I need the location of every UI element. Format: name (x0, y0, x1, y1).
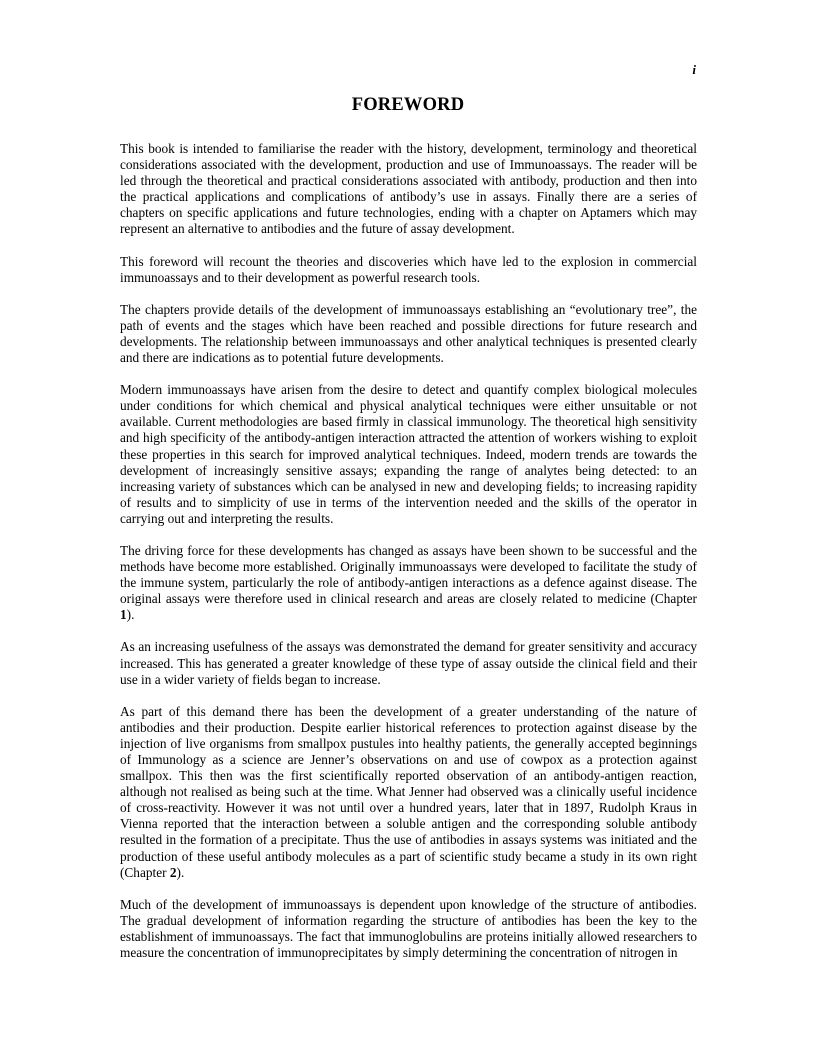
paragraph-text: ). (126, 607, 135, 623)
paragraph-modern-immunoassays: Modern immunoassays have arisen from the desire to detect and quantify complex biological molecules under conditions for which chemical and physical analytical techniques were either unsuitable or not available. Current methodologies are based firmly in classical immunology. The theoretical high sensitivity and high specificity of the antibody-antigen interaction attracted the attention of workers wishing to exploit these properties in this search for improved analytical techniques. Indeed, modern trends are towards the development of increasingly sensitive assays; expanding the range of analytes being detected: to an increasing variety of substances which can be analysed in new and developing fields; to increasing rapidity of results and to simplicity of use in terms of the intervention needed and the skills of the operator in carrying out and interpreting the results. (120, 382, 697, 526)
chapter-reference: 2 (169, 864, 177, 880)
paragraph-driving-force (120, 543, 697, 623)
paragraph-text: The driving force for these developments has changed as assays have been shown to be successful and the methods have become more established. Originally immunoassays were developed to facilitate the study of the immune system, particularly the role of antibody-antigen interactions as a defence against disease. The original assays were therefore used in clinical research and areas are closely related to medicine (Chapter (120, 542, 697, 607)
paragraph-history-of-immunology (120, 704, 697, 881)
paragraph-antibody-structure: Much of the development of immunoassays is dependent upon knowledge of the structure of antibodies. The gradual development of information regarding the structure of antibodies has been the key to the establishment of immunoassays. The fact that immunoglobulins are proteins initially allowed researchers to measure the concentration of immunoprecipitates by simply determining the concentration of nitrogen in (120, 896, 697, 961)
paragraph-text: ). (176, 864, 185, 880)
page-number: i (692, 62, 696, 77)
page-title: FOREWORD (351, 95, 465, 115)
paragraph-increasing-usefulness: As an increasing usefulness of the assays was demonstrated the demand for greater sensitivity and accuracy increased. This has generated a greater knowledge of these type of assay outside the clinical field and their use in a wider variety of fields began to increase. (120, 639, 697, 687)
chapter-reference: 1 (120, 607, 127, 623)
paragraph-intro: This book is intended to familiarise the reader with the history, development, terminology and theoretical considerations associated with the development, production and use of Immunoassays. The reader will be led through the theoretical and practical considerations associated with antibody, production and then into the practical applications and complications of antibody’s use in assays. Finally there are a series of chapters on specific applications and future technologies, ending with a chapter on Aptamers which may represent an alternative to antibodies and the future of assay development. (120, 141, 697, 237)
paragraph-foreword-purpose: This foreword will recount the theories and discoveries which have led to the explosion in commercial immunoassays and to their development as powerful research tools. (120, 253, 697, 285)
paragraph-chapters-overview: The chapters provide details of the development of immunoassays establishing an “evolutionary tree”, the path of events and the stages which have been reached and possible directions for future research and developments. The relationship between immunoassays and other analytical techniques is presented clearly and there are indications as to potential future developments. (120, 301, 697, 366)
paragraph-text: As part of this demand there has been the development of a greater understanding of the nature of antibodies and their production. Despite earlier historical references to protection against disease by the injection of live organisms from smallpox pustules into healthy patients, the generally accepted beginnings of Immunology as a science are Jenner’s observations on and use of cowpox as a protection against smallpox. This then was the first scientifically reported observation of an antibody-antigen reaction, although not realised as being such at the time. What Jenner had observed was a clinically useful incidence of cross-reactivity. However it was not until over a hundred years, later that in 1897, Rudolph Kraus in Vienna reported that the interaction between a soluble antigen and the corresponding soluble antibody resulted in the formation of a precipitate. Thus the use of antibodies in assays systems was initiated and the production of these useful antibody molecules as a part of scientific study became a study in its own right (Chapter (120, 703, 697, 880)
foreword-body (120, 141, 697, 977)
